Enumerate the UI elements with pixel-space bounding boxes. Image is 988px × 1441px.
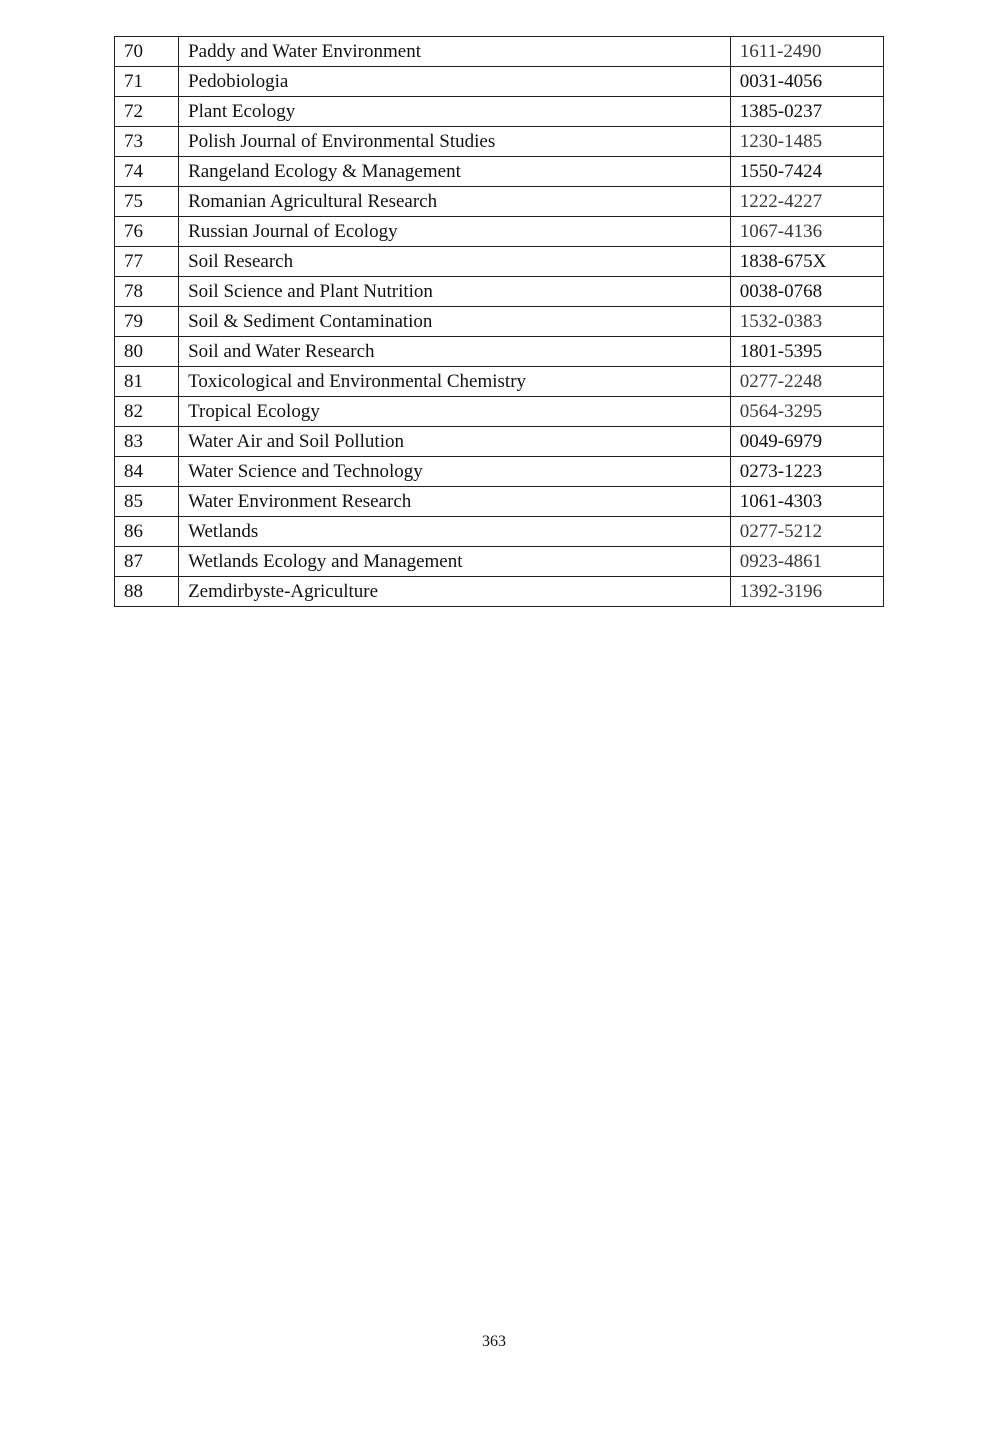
table-row — [115, 277, 884, 307]
journal-title: Wetlands — [179, 517, 731, 547]
row-number: 79 — [115, 307, 179, 337]
journal-issn: 0923-4861 — [730, 547, 883, 577]
table-row — [115, 67, 884, 97]
row-number: 84 — [115, 457, 179, 487]
table-row — [115, 97, 884, 127]
row-number: 87 — [115, 547, 179, 577]
journal-issn: 0273-1223 — [730, 457, 883, 487]
journal-issn: 0277-5212 — [730, 517, 883, 547]
journal-title: Water Science and Technology — [179, 457, 731, 487]
row-number: 83 — [115, 427, 179, 457]
journal-title: Rangeland Ecology & Management — [179, 157, 731, 187]
journal-title: Water Environment Research — [179, 487, 731, 517]
row-number: 73 — [115, 127, 179, 157]
journal-title: Soil Research — [179, 247, 731, 277]
table-row — [115, 337, 884, 367]
table-row — [115, 487, 884, 517]
journal-title: Soil and Water Research — [179, 337, 731, 367]
row-number: 75 — [115, 187, 179, 217]
table-row — [115, 217, 884, 247]
table-row — [115, 517, 884, 547]
row-number: 71 — [115, 67, 179, 97]
row-number: 88 — [115, 577, 179, 607]
journal-issn: 1611-2490 — [730, 37, 883, 67]
table-row — [115, 247, 884, 277]
journal-issn: 1801-5395 — [730, 337, 883, 367]
table-row — [115, 127, 884, 157]
journal-issn: 1532-0383 — [730, 307, 883, 337]
journal-issn: 0564-3295 — [730, 397, 883, 427]
journal-issn: 1222-4227 — [730, 187, 883, 217]
journal-issn: 0038-0768 — [730, 277, 883, 307]
row-number: 77 — [115, 247, 179, 277]
row-number: 74 — [115, 157, 179, 187]
journal-title: Zemdirbyste-Agriculture — [179, 577, 731, 607]
table-row — [115, 367, 884, 397]
journal-issn: 0031-4056 — [730, 67, 883, 97]
table-row — [115, 397, 884, 427]
journal-issn: 0277-2248 — [730, 367, 883, 397]
row-number: 82 — [115, 397, 179, 427]
journal-title: Soil Science and Plant Nutrition — [179, 277, 731, 307]
journal-issn: 1061-4303 — [730, 487, 883, 517]
journal-title: Toxicological and Environmental Chemistry — [179, 367, 731, 397]
journal-issn: 1838-675X — [730, 247, 883, 277]
row-number: 81 — [115, 367, 179, 397]
table-row — [115, 307, 884, 337]
table-row — [115, 37, 884, 67]
journal-table — [114, 36, 884, 607]
row-number: 76 — [115, 217, 179, 247]
table-row — [115, 547, 884, 577]
journal-issn: 1067-4136 — [730, 217, 883, 247]
journal-title: Water Air and Soil Pollution — [179, 427, 731, 457]
row-number: 70 — [115, 37, 179, 67]
journal-title: Wetlands Ecology and Management — [179, 547, 731, 577]
table-row — [115, 457, 884, 487]
table-row — [115, 427, 884, 457]
journal-title: Russian Journal of Ecology — [179, 217, 731, 247]
journal-title: Pedobiologia — [179, 67, 731, 97]
table-row — [115, 577, 884, 607]
journal-issn: 1550-7424 — [730, 157, 883, 187]
table-row — [115, 187, 884, 217]
row-number: 85 — [115, 487, 179, 517]
journal-title: Romanian Agricultural Research — [179, 187, 731, 217]
row-number: 80 — [115, 337, 179, 367]
journal-issn: 1385-0237 — [730, 97, 883, 127]
journal-title: Plant Ecology — [179, 97, 731, 127]
row-number: 86 — [115, 517, 179, 547]
table-row — [115, 157, 884, 187]
journal-title: Soil & Sediment Contamination — [179, 307, 731, 337]
journal-title: Polish Journal of Environmental Studies — [179, 127, 731, 157]
journal-title: Paddy and Water Environment — [179, 37, 731, 67]
journal-issn: 1392-3196 — [730, 577, 883, 607]
journal-table-body — [115, 37, 884, 607]
row-number: 72 — [115, 97, 179, 127]
row-number: 78 — [115, 277, 179, 307]
page-number: 363 — [482, 1333, 506, 1350]
journal-issn: 1230-1485 — [730, 127, 883, 157]
journal-issn: 0049-6979 — [730, 427, 883, 457]
journal-title: Tropical Ecology — [179, 397, 731, 427]
